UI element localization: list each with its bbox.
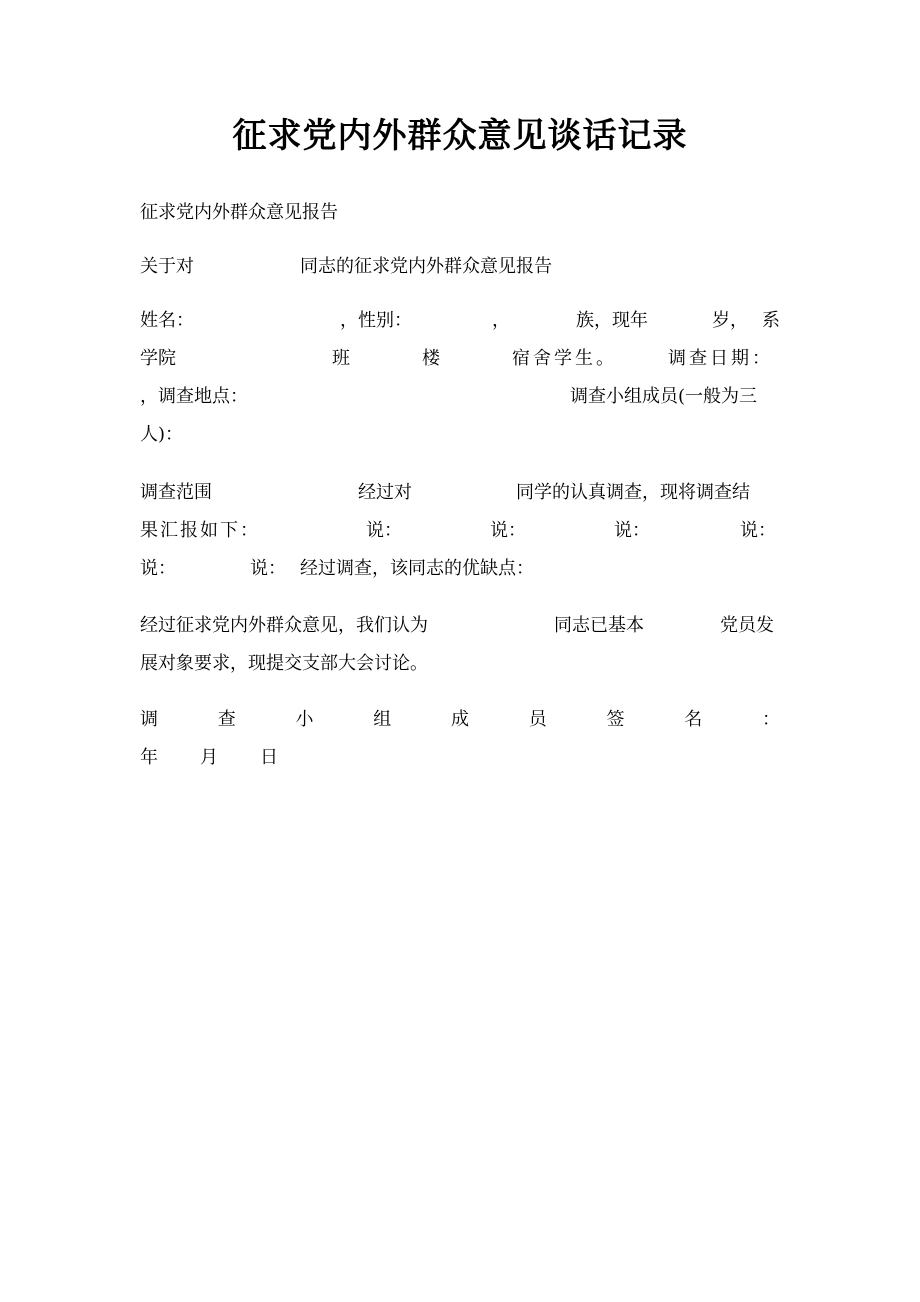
survey-location-label: ，调查地点： <box>140 386 248 407</box>
heading-suffix: 同志的征求党内外群众意见报告 <box>300 256 552 277</box>
conclusion-paragraph <box>140 607 780 683</box>
month-label: 月 <box>200 747 218 768</box>
said-label-4: 说： <box>740 520 776 541</box>
name-label: 姓名： <box>140 310 194 331</box>
signature-char: 小 <box>295 709 314 730</box>
said-label-1: 说： <box>366 520 402 541</box>
merits-label: 经过调查，该同志的优缺点： <box>300 558 534 579</box>
department-label: 系 <box>762 310 780 331</box>
signature-label-line <box>140 701 780 739</box>
ethnicity-age-label: 族，现年 <box>576 310 648 331</box>
comma-text: ， <box>492 310 510 331</box>
document-title: 征求党内外群众意见谈话记录 <box>232 116 688 156</box>
survey-result-text: 同学的认真调查，现将调查结 <box>516 482 750 503</box>
said-label-6: 说： <box>250 558 286 579</box>
date-line <box>140 739 780 777</box>
party-member-text: 党员发 <box>720 615 774 636</box>
members-label-end: 人)： <box>140 424 184 445</box>
age-unit-label: 岁， <box>712 310 748 331</box>
day-label: 日 <box>260 747 278 768</box>
said-label-3: 说： <box>614 520 650 541</box>
dorm-label: 宿舍学生。 <box>512 348 617 369</box>
signature-char: 调 <box>140 709 158 730</box>
conclusion-text: 经过征求党内外群众意见，我们认为 <box>140 615 428 636</box>
basic-qualification-text: 同志已基本 <box>554 615 644 636</box>
class-label: 班 <box>332 348 350 369</box>
signature-char: ： <box>762 709 780 730</box>
heading-prefix: 关于对 <box>140 256 194 277</box>
submission-text: 展对象要求，现提交支部大会讨论。 <box>140 653 428 674</box>
said-label-5: 说： <box>140 558 176 579</box>
said-label-2: 说： <box>490 520 526 541</box>
signature-paragraph <box>140 701 780 777</box>
college-label: 学院 <box>140 348 176 369</box>
gender-label: ，性别： <box>340 310 412 331</box>
report-as-follows: 果汇报如下： <box>140 520 260 541</box>
survey-scope-paragraph <box>140 474 780 588</box>
subtitle-text: 征求党内外群众意见报告 <box>140 202 338 223</box>
after-survey-label: 经过对 <box>358 482 412 503</box>
report-heading-line <box>140 248 780 286</box>
personal-info-paragraph <box>140 302 780 454</box>
signature-char: 成 <box>451 709 469 730</box>
survey-members-label: 调查小组成员(一般为三 <box>570 386 758 407</box>
building-label: 楼 <box>422 348 440 369</box>
survey-date-label: 调查日期： <box>668 348 773 369</box>
signature-char: 组 <box>373 709 392 730</box>
signature-char: 员 <box>528 709 547 730</box>
signature-char: 名 <box>684 709 703 730</box>
signature-char: 签 <box>606 709 625 730</box>
year-label: 年 <box>140 747 158 768</box>
report-subtitle <box>140 194 780 232</box>
scope-label: 调查范围 <box>140 482 212 503</box>
signature-char: 查 <box>217 709 236 730</box>
